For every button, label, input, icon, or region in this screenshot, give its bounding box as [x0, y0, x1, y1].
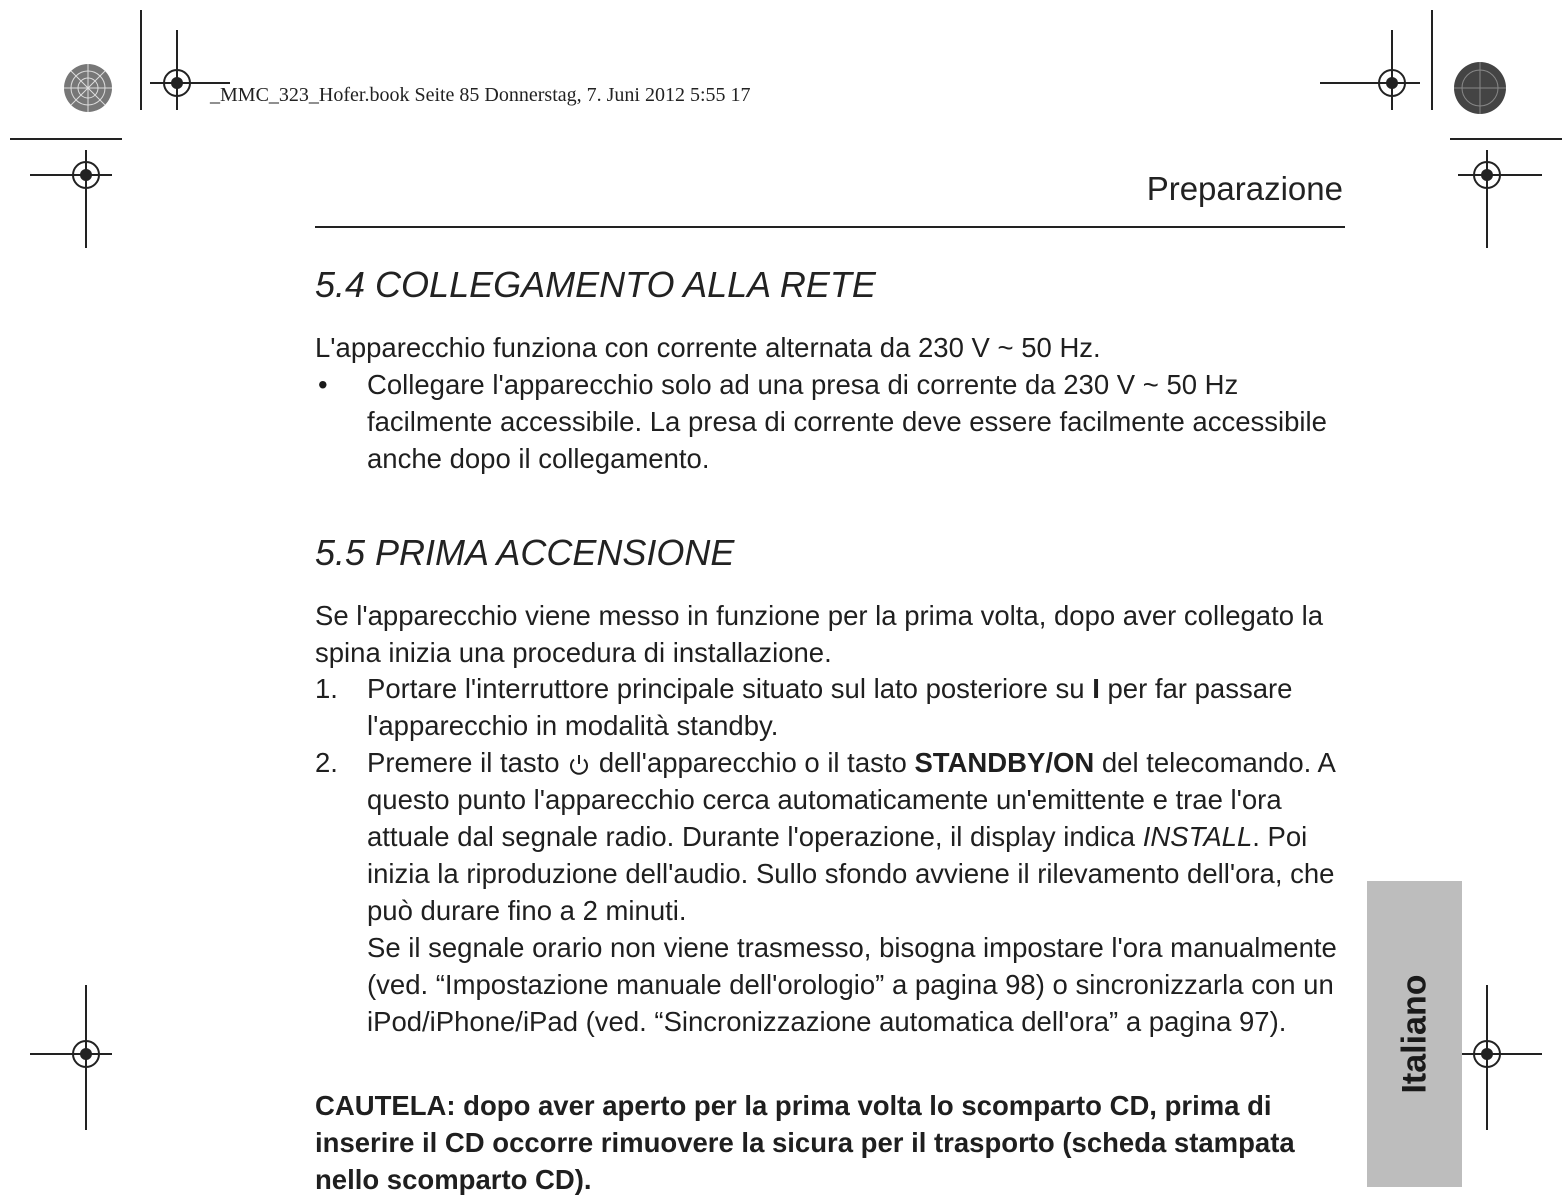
step-2-text-part: Premere il tasto: [367, 747, 568, 778]
step-1-text-part: Portare l'interruttore principale situato sul lato posteriore su: [367, 673, 1093, 704]
section-title-5-4: 5.4 COLLEGAMENTO ALLA RETE: [315, 264, 876, 305]
step-number-2: 2.: [315, 747, 338, 778]
step-2-paragraph-2: Se il segnale orario non viene trasmesso, bisogna impostare l'ora manualmente (ved. “Impostazione manuale dell'orologio” a pagina 98) o sincronizzarla con un iPod/iPhone/iPad (ved. “Sincronizzazione automatica dell'ora” a pagina 97).: [367, 932, 1337, 1037]
warning-note: CAUTELA: dopo aver aperto per la prima volta lo scomparto CD, prima di inserire il CD occorre rimuovere la sicura per il trasporto (scheda stampata nello scomparto CD).: [315, 1090, 1295, 1195]
step-2-text-part: . Poi inizia la riproduzione dell'audio. Sullo sfondo avviene il rilevamento dell'ora, che può durare fino a 2 minuti.: [367, 821, 1335, 926]
step-1-text: [367, 670, 1345, 744]
registration-mark-icon-lower-right: [1458, 985, 1542, 1130]
bullet-marker: •: [318, 369, 328, 400]
header-rule: [315, 226, 1345, 228]
step-1-bold: I: [1092, 673, 1100, 704]
language-tab-label: Italiano: [1395, 974, 1433, 1094]
registration-mark-icon-top-right: [1320, 30, 1420, 110]
step-number-1: 1.: [315, 673, 338, 704]
book-slug: _MMC_323_Hofer.book Seite 85 Donnerstag, 7. Juni 2012 5:55 17: [210, 84, 751, 106]
section-5-4-intro: L'apparecchio funziona con corrente alternata da 230 V ~ 50 Hz.: [315, 332, 1101, 363]
color-target-icon-left: [64, 64, 112, 112]
step-2-text: [367, 744, 1345, 1040]
registration-mark-icon-upper-right: [1458, 150, 1542, 248]
section-5-4-bullet: Collegare l'apparecchio solo ad una presa di corrente da 230 V ~ 50 Hz facilmente accessibile. La presa di corrente deve essere facilmente accessibile anche dopo il collegamento.: [367, 369, 1327, 474]
color-target-icon-right: [1454, 62, 1506, 114]
section-5-5-intro: Se l'apparecchio viene messo in funzione per la prima volta, dopo aver collegato la spina inizia una procedura di installazione.: [315, 600, 1324, 668]
running-head: Preparazione: [1146, 170, 1343, 207]
step-2-text-part: del telecomando. A questo punto l'apparecchio cerca automaticamente un'emittente e trae l'ora attuale dal segnale radio. Durante l'operazione, il display indica: [367, 747, 1335, 852]
step-2-text-part: dell'apparecchio o il tasto: [591, 747, 915, 778]
step-2-bold: STANDBY/ON: [914, 747, 1095, 778]
step-1-text-part: per far passare l'apparecchio in modalità standby.: [367, 673, 1293, 741]
power-icon: [567, 752, 591, 776]
registration-mark-icon-lower-left: [30, 985, 112, 1130]
step-2-italic: INSTALL: [1142, 821, 1253, 852]
language-tab: [1367, 881, 1462, 1187]
registration-mark-icon-upper-left: [30, 150, 112, 248]
section-title-5-5: 5.5 PRIMA ACCENSIONE: [315, 532, 735, 573]
